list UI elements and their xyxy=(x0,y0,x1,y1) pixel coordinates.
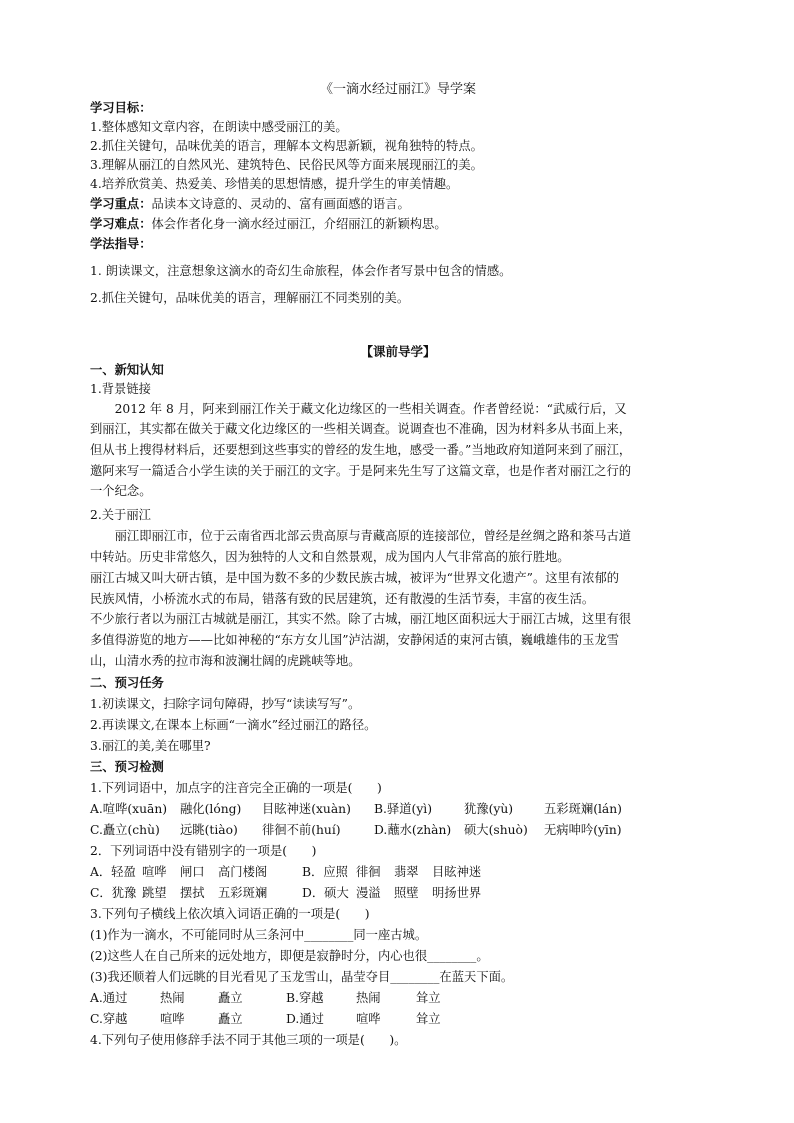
method-item: 1. 朗读课文，注意想象这滴水的奇幻生命旅程，体会作者写景中包含的情感。 xyxy=(90,264,512,278)
q3-sentence: (2)这些人在自己所来的远处地方，即便是寂静时分，内心也很________。 xyxy=(90,949,489,963)
key-point-text: 品读本文诗意的、灵动的、富有画面感的语言。 xyxy=(151,197,410,211)
q3-option: D.通过 xyxy=(286,1012,324,1026)
section1-heading: 一、新知认知 xyxy=(90,362,164,377)
q1-option: B.驿道(yì) xyxy=(374,802,433,816)
q2-option: 目眩神迷 xyxy=(432,865,482,879)
key-point-line xyxy=(90,196,410,212)
background-subheading: 1.背景链接 xyxy=(90,382,151,396)
objective-item: 4.培养欣赏美、热爱美、珍惜美的思想情感，提升学生的审美情趣。 xyxy=(90,177,459,191)
q1-option: 目眩神迷(xuàn) xyxy=(262,802,351,816)
section3-heading: 三、预习检测 xyxy=(90,759,164,774)
difficulty-line xyxy=(90,216,447,232)
q1-stem: 1.下列词语中，加点字的注音完全正确的一项是( ) xyxy=(90,781,382,795)
objective-item: 1.整体感知文章内容，在朗读中感受丽江的美。 xyxy=(90,120,348,134)
q3-option: 矗立 xyxy=(218,991,243,1005)
q2-option: 摆拭 xyxy=(180,886,205,900)
background-line: 一个纪念。 xyxy=(90,484,152,498)
document-title: 《一滴水经过丽江》导学案 xyxy=(319,82,476,97)
q2-option: 明扬世界 xyxy=(432,886,482,900)
objective-item: 2.抓住关键句，品味优美的语言，理解本文构思新颖，视角独特的特点。 xyxy=(90,139,483,153)
q2-options-row xyxy=(90,885,481,901)
q2-option: 闸口 xyxy=(180,865,205,879)
about-line: 不少旅行者以为丽江古城就是丽江，其实不然。除了古城，丽江地区面积远大于丽江古城，这里有很 xyxy=(90,612,632,626)
q2-option: 跳望 xyxy=(142,886,167,900)
q2-option: 高门楼阁 xyxy=(218,865,268,879)
objectives-heading: 学习目标： xyxy=(90,100,152,115)
about-line: 中转站。历史非常悠久，因为独特的人文和自然景观，成为国内人气非常高的旅行胜地。 xyxy=(90,550,570,564)
about-line: 民族风情，小桥流水式的布局，错落有致的民居建筑，还有散漫的生活节奏，丰富的夜生活。 xyxy=(90,592,595,606)
q3-option: 耸立 xyxy=(416,991,441,1005)
q1-option: A.喧哗(xuān) xyxy=(90,802,168,816)
q2-option: C．犹豫 xyxy=(90,886,137,900)
method-item: 2.抓住关键句，品味优美的语言，理解丽江不同类别的美。 xyxy=(90,291,410,305)
q2-option: 徘徊 xyxy=(356,865,381,879)
q1-option: D.蘸水(zhàn) xyxy=(374,823,452,837)
task-item: 2.再读课文,在课本上标画“一滴水”经过丽江的路径。 xyxy=(90,718,377,732)
about-line: 丽江古城又叫大研古镇，是中国为数不多的少数民族古城，被评为“世界文化遗产”。这里有浓郁的 xyxy=(90,571,620,585)
q2-stem: 2．下列词语中没有错别字的一项是( ) xyxy=(90,844,317,858)
q2-option: A．轻盈 xyxy=(90,865,136,879)
q3-options-row xyxy=(90,990,441,1006)
q2-option: 五彩斑斓 xyxy=(218,886,268,900)
about-lijiang-subheading: 2.关于丽江 xyxy=(90,508,151,522)
task-item: 1.初读课文，扫除字词句障碍，抄写“读读写写”。 xyxy=(90,697,361,711)
q1-option: 五彩斑斓(lán) xyxy=(544,802,622,816)
objective-item: 3.理解从丽江的自然风光、建筑特色、民俗民风等方面来展现丽江的美。 xyxy=(90,158,483,172)
q1-option: 远眺(tiào) xyxy=(180,823,238,837)
q3-option: 热闹 xyxy=(356,991,381,1005)
q2-option: B．应照 xyxy=(302,865,348,879)
q3-options-row xyxy=(90,1011,441,1027)
difficulty-text: 体会作者化身一滴水经过丽江，介绍丽江的新颖构思。 xyxy=(151,217,447,231)
background-line: 邀阿来写一篇适合小学生读的关于丽江的文字。于是阿来先生写了这篇文章，也是作者对丽江之行的 xyxy=(90,464,632,478)
q2-options-row xyxy=(90,864,481,880)
difficulty-label: 学习难点： xyxy=(90,216,152,231)
q2-option: 漫溢 xyxy=(356,886,381,900)
q2-option: 翡翠 xyxy=(394,865,419,879)
q2-option: D．硕大 xyxy=(302,886,349,900)
q2-option: 照壁 xyxy=(394,886,419,900)
q1-options-row xyxy=(90,822,622,838)
task-item: 3.丽江的美,美在哪里? xyxy=(90,739,211,753)
q3-option: 喧哗 xyxy=(160,1012,185,1026)
q4-stem: 4.下列句子使用修辞手法不同于其他三项的一项是( )。 xyxy=(90,1033,407,1047)
about-line: 山，山清水秀的拉市海和波澜壮阔的虎跳峡等地。 xyxy=(90,654,361,668)
q3-option: 耸立 xyxy=(416,1012,441,1026)
q3-option: 喧哗 xyxy=(356,1012,381,1026)
about-line: 丽江即丽江市，位于云南省西北部云贵高原与青藏高原的连接部位，曾经是丝绸之路和茶马古道 xyxy=(114,529,632,543)
background-line: 2012 年 8 月，阿来到丽江作关于藏文化边缘区的一些相关调查。作者曾经说：“武威行后，又 xyxy=(114,402,627,416)
q1-option: C.矗立(chù) xyxy=(90,823,160,837)
q1-option: 徘徊不前(huí) xyxy=(262,823,341,837)
q3-option: B.穿越 xyxy=(286,991,324,1005)
q1-option: 无病呻吟(yīn) xyxy=(544,823,622,837)
q2-option: 喧哗 xyxy=(142,865,167,879)
q3-option: 热闹 xyxy=(160,991,185,1005)
about-line: 多值得游览的地方——比如神秘的“东方女儿国”泸沽湖，安静闲适的束河古镇，巍峨雄伟的玉龙雪 xyxy=(90,633,620,647)
q3-option: C.穿越 xyxy=(90,1012,128,1026)
method-heading: 学法指导： xyxy=(90,236,152,251)
q1-option: 硕大(shuò) xyxy=(464,823,528,837)
q3-sentence: (3)我还顺着人们远眺的目光看见了玉龙雪山，晶莹夺目________在蓝天下面。 xyxy=(90,970,514,984)
background-line: 到丽江，其实都在做关于藏文化边缘区的一些相关调查。说调查也不准确，因为材料多从书面上来， xyxy=(90,422,632,436)
q1-options-row xyxy=(90,801,622,817)
q1-option: 融化(lóng) xyxy=(180,802,242,816)
q3-sentence: (1)作为一滴水，不可能同时从三条河中________同一座古城。 xyxy=(90,928,428,942)
preclass-heading: 【课前导学】 xyxy=(360,344,436,359)
background-line: 但从书上搜得材料后，还要想到这些事实的曾经的发生地，感受一番。”当地政府知道阿来到了丽江， xyxy=(90,443,632,457)
q3-stem: 3.下列句子横线上依次填入词语正确的一项是( ) xyxy=(90,907,370,921)
q1-option: 犹豫(yù) xyxy=(464,802,514,816)
q3-option: A.通过 xyxy=(90,991,128,1005)
q3-option: 矗立 xyxy=(218,1012,243,1026)
section2-heading: 二、预习任务 xyxy=(90,675,164,690)
key-point-label: 学习重点： xyxy=(90,196,152,211)
